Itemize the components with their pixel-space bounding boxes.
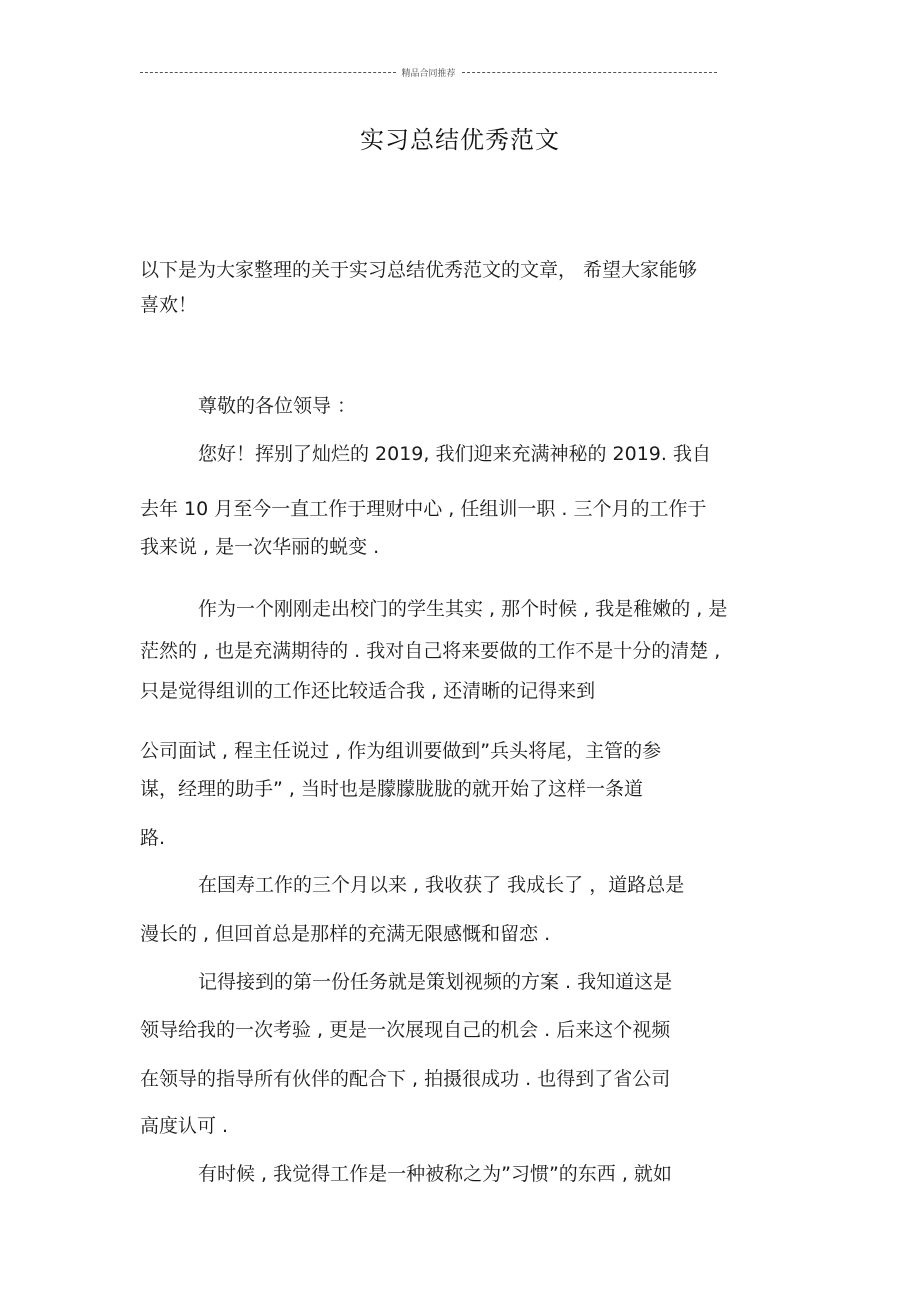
body-line: 您好！挥别了灿烂的 2019, 我们迎来充满神秘的 2019. 我自	[198, 443, 711, 465]
body-line: 只是觉得组训的工作还比较适合我 , 还清晰的记得来到	[140, 680, 596, 702]
intro-line-2: 喜欢！	[140, 294, 198, 316]
body-line: 路.	[140, 827, 166, 849]
header-rule-left	[140, 72, 396, 73]
document-title: 实习总结优秀范文	[360, 126, 560, 154]
salutation: 尊敬的各位领导 ：	[198, 395, 357, 417]
header-label: 精品合同推荐	[401, 68, 456, 79]
body-line: 高度认可 .	[140, 1115, 229, 1137]
body-line: 记得接到的第一份任务就是策划视频的方案 . 我知道这是	[198, 971, 673, 993]
body-line: 公司面试 , 程主任说过 , 作为组训要做到”兵头将尾，主管的参	[140, 740, 662, 762]
body-line: 谋，经理的助手” , 当时也是朦朦胧胧的就开始了这样一条道	[140, 778, 643, 800]
intro-line-1: 以下是为大家整理的关于实习总结优秀范文的文章， 希望大家能够	[140, 259, 698, 281]
body-line: 漫长的 , 但回首总是那样的充满无限感慨和留恋 .	[140, 923, 551, 945]
body-line: 领导给我的一次考验 , 更是一次展现自己的机会 . 后来这个视频	[140, 1019, 671, 1041]
body-line: 茫然的 , 也是充满期待的 . 我对自己将来要做的工作不是十分的清楚 ,	[140, 640, 721, 662]
body-line: 我来说 , 是一次华丽的蜕变 .	[140, 536, 380, 558]
body-line: 在领导的指导所有伙伴的配合下 , 拍摄很成功 . 也得到了省公司	[140, 1068, 671, 1090]
body-line: 去年 10 月至今一直工作于理财中心 , 任组训一职 . 三个月的工作于	[140, 498, 707, 520]
body-line: 有时候 , 我觉得工作是一种被称之为”习惯”的东西 , 就如	[198, 1163, 672, 1185]
body-line: 作为一个刚刚走出校门的学生其实 , 那个时候 , 我是稚嫩的 , 是	[198, 598, 728, 620]
page-header	[140, 64, 717, 80]
header-rule-right	[462, 72, 718, 73]
body-line: 在国寿工作的三个月以来 , 我收获了 我成长了 ，道路总是	[198, 874, 685, 896]
